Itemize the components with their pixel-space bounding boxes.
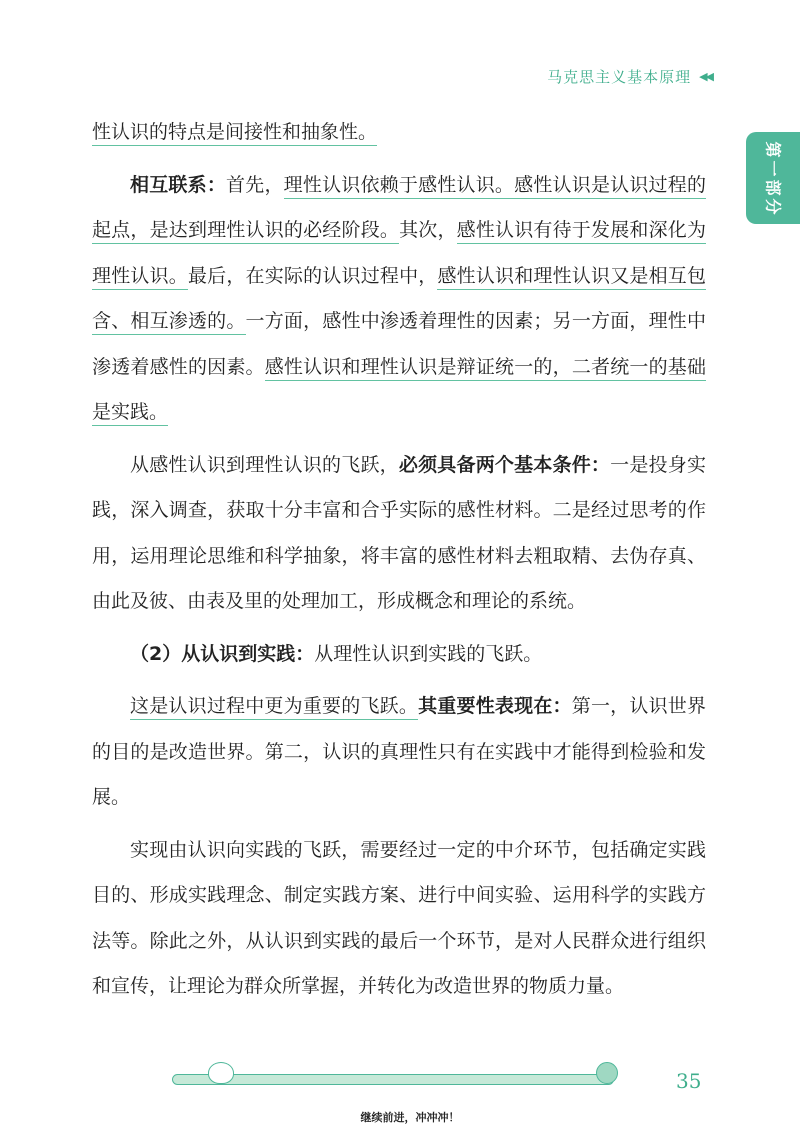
section-tab-char: 第 [763,141,783,158]
bold-term: 相互联系： [130,173,227,196]
paragraph-leap-conditions [92,443,706,625]
underlined-text: 感性认识和理性认识是辩证统一的，二者统一的基础是实践。 [92,356,706,427]
section-tab-char: 一 [763,160,783,177]
underlined-text: 感性认识和理性认识又是相互包含、相互渗透的。 [92,265,706,336]
section-tab-char: 分 [763,198,783,215]
bold-term: 其重要性表现在： [418,695,572,717]
footer-progress-decoration [172,1062,622,1092]
underlined-text: 感性认识有待于发展和深化为理性认识。 [92,219,706,290]
plain-text: 实现由认识向实践的飞跃，需要经过一定的中介环节，包括确定实践目的、形成实践理念、制定实践方案、进行中间实验、运用科学的实践方法等。除此之外，从认识到实践的最后一个环节，是对人民群众进行组织和宣传，让理论为群众所掌握，并转化为改造世界的物质力量。 [92,838,706,997]
paragraph-subheading [92,632,706,678]
plain-text: 一是投身实践，深入调查，获取十分丰富和合乎实际的感性材料。二是经过思考的作用，运用理论思维和科学抽象，将丰富的感性材料去粗取精、去伪存真、由此及彼、由表及里的处理加工，形成概念和理论的系统。 [92,453,706,612]
body-text [92,110,706,1010]
bold-term: （2）从认识到实践： [130,642,315,665]
plain-text: 最后，在实际的认识过程中， [187,264,438,287]
footer-slogan: 继续前进，冲冲冲！ [360,1111,460,1124]
underlined-text: 这是认识过程中更为重要的飞跃。 [130,695,418,720]
bold-term: 必须具备两个基本条件： [398,453,611,476]
plain-text: 第一，认识世界的目的是改造世界。第二，认识的真理性只有在实践中才能得到检验和发展。 [92,695,706,808]
progress-bar [172,1074,614,1085]
paragraph-continuation [92,110,706,156]
plain-text: 从理性认识到实践的飞跃。 [314,642,543,665]
plain-text: 其次， [399,219,457,241]
double-arrow-left-icon: ◀◀ [699,70,712,83]
page-number: 35 [676,1069,702,1093]
cartoon-character-icon [208,1062,234,1084]
paragraph-mutual-relation [92,163,706,436]
plain-text: 从感性认识到理性认识的飞跃， [130,453,399,476]
paragraph-importance [92,684,706,821]
book-title: 马克思主义基本原理 [547,68,692,86]
section-tab [746,132,800,224]
underlined-text: 理性认识依赖于感性认识。感性认识是认识过程的起点，是达到理性认识的必经阶段。 [92,174,706,245]
section-tab-char: 部 [763,179,783,196]
plain-text: 一方面，感性中渗透着理性的因素；另一方面，理性中渗透着感性的因素。 [92,310,706,378]
snail-icon [596,1062,618,1084]
running-header [547,66,712,87]
plain-text: 首先， [226,173,284,196]
paragraph-intermediary [92,828,706,1010]
underlined-text: 性认识的特点是间接性和抽象性。 [92,121,377,146]
